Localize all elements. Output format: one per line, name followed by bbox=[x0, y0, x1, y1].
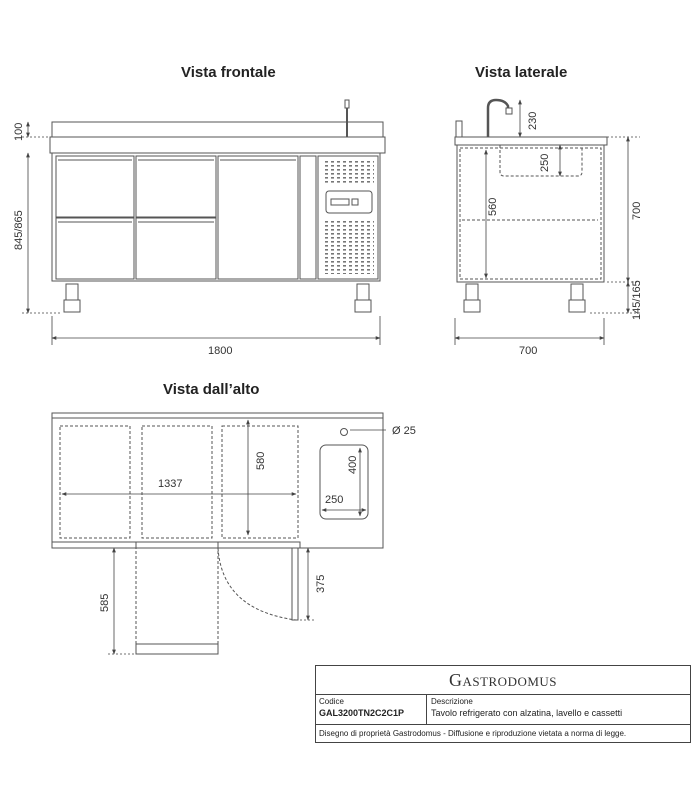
side-body-height-label: 700 bbox=[631, 201, 643, 220]
front-width-label: 1800 bbox=[208, 345, 233, 357]
top-view-title: Vista dall’alto bbox=[163, 381, 260, 398]
top-dimensions bbox=[62, 420, 386, 654]
side-faucet-height-label: 230 bbox=[527, 111, 539, 130]
top-sink-length-label: 400 bbox=[347, 455, 359, 474]
description-value: Tavolo refrigerato con alzatina, lavello e cassetti bbox=[431, 708, 623, 718]
top-drawer-extension-label: 585 bbox=[99, 593, 111, 612]
top-hole-diameter-label: Ø 25 bbox=[392, 425, 416, 437]
compartment bbox=[60, 426, 130, 538]
side-view bbox=[455, 100, 607, 312]
code-value: GAL3200TN2C2C1P bbox=[319, 708, 405, 718]
top-door-swing-label: 375 bbox=[315, 574, 327, 593]
faucet-hole bbox=[341, 429, 348, 436]
top-inner-depth-label: 580 bbox=[255, 451, 267, 470]
side-sink-depth-label: 250 bbox=[539, 153, 551, 172]
top-sink-width-label: 250 bbox=[325, 494, 344, 506]
compartment bbox=[222, 426, 298, 538]
side-leg-height-label: 145/165 bbox=[631, 280, 643, 320]
leg bbox=[357, 284, 369, 300]
title-block bbox=[315, 665, 691, 743]
side-faucet bbox=[488, 100, 508, 137]
side-depth-label: 700 bbox=[519, 345, 538, 357]
description-label: Descrizione bbox=[431, 697, 473, 706]
top-sink bbox=[320, 445, 368, 519]
leg bbox=[466, 284, 478, 300]
front-worktop bbox=[50, 137, 385, 153]
logo-initial: G bbox=[448, 670, 463, 690]
door-swing bbox=[218, 548, 296, 620]
side-upstand bbox=[456, 121, 462, 137]
side-view-title: Vista laterale bbox=[475, 64, 568, 81]
top-view bbox=[52, 413, 383, 654]
copyright-notice: Disegno di proprietà Gastrodomus - Diffusione e riproduzione vietata a norma di legge. bbox=[319, 729, 627, 738]
side-inner-height-label: 560 bbox=[487, 197, 499, 216]
side-worktop bbox=[455, 137, 607, 145]
logo bbox=[316, 666, 690, 695]
grille-top bbox=[322, 160, 374, 184]
top-inner-width-label: 1337 bbox=[158, 478, 183, 490]
title-block-separator bbox=[316, 724, 690, 725]
front-view bbox=[50, 100, 385, 312]
front-upstand bbox=[52, 122, 383, 137]
title-block-divider bbox=[426, 694, 427, 724]
code-label: Codice bbox=[319, 697, 344, 706]
front-upstand-height-label: 100 bbox=[13, 122, 25, 141]
front-body-height-label: 845/865 bbox=[13, 210, 25, 250]
extended-drawer bbox=[136, 548, 218, 644]
grille-bottom bbox=[322, 220, 374, 274]
front-view-title: Vista frontale bbox=[181, 64, 276, 81]
leg bbox=[66, 284, 78, 300]
logo-text: ASTRODOMUS bbox=[462, 674, 558, 689]
leg bbox=[571, 284, 583, 300]
top-worktop bbox=[52, 413, 383, 548]
